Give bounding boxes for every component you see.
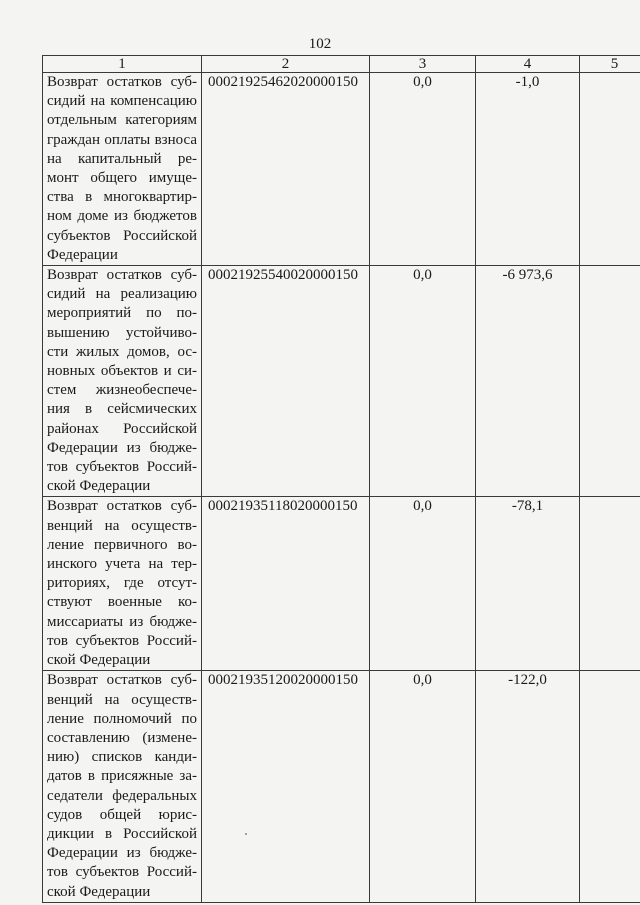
- row-value-col3: 0,0: [370, 671, 476, 902]
- row-value-col4: -122,0: [476, 671, 580, 902]
- row-value-col5: [580, 266, 640, 497]
- row-value-col3: 0,0: [370, 497, 476, 671]
- header-col-3: 3: [370, 56, 476, 73]
- row-value-col4: -1,0: [476, 73, 580, 266]
- scan-speck: [245, 833, 247, 835]
- header-col-5: 5: [580, 56, 640, 73]
- row-value-col4: -6 973,6: [476, 266, 580, 497]
- table-row: [43, 73, 640, 266]
- header-col-1: 1: [43, 56, 202, 73]
- row-code: 00021935118020000150: [202, 497, 370, 671]
- page-number: 102: [308, 36, 332, 52]
- budget-table: [42, 55, 640, 903]
- row-description: Возврат остатков суб-венций на осуществ-ление полномочий по составлению (измене-нию) списков канди-датов в присяжные за-седатели федеральных судов общей юрис-дикции в Российской Федерации из бюдже-тов субъектов Россий-ской Федерации: [43, 671, 202, 902]
- row-value-col5: [580, 73, 640, 266]
- row-code: 00021935120020000150: [202, 671, 370, 902]
- row-value-col3: 0,0: [370, 266, 476, 497]
- table-row: [43, 671, 640, 902]
- table-row: [43, 497, 640, 671]
- table-header-row: [43, 56, 640, 73]
- row-value-col5: [580, 671, 640, 902]
- row-code: 00021925540020000150: [202, 266, 370, 497]
- row-code: 00021925462020000150: [202, 73, 370, 266]
- table-row: [43, 266, 640, 497]
- row-description: Возврат остатков суб-сидий на реализацию мероприятий по по-вышению устойчиво-сти жилых домов, ос-новных объектов и си-стем жизнеобеспече-ния в сейсмических районах Российской Федерации из бюдже-тов субъектов Россий-ской Федерации: [43, 266, 202, 497]
- row-value-col4: -78,1: [476, 497, 580, 671]
- row-value-col5: [580, 497, 640, 671]
- row-description: Возврат остатков суб-сидий на компенсацию отдельным категориям граждан оплаты взноса на капитальный ре-монт общего имуще-ства в многоквартир-ном доме из бюджетов субъектов Российской Федерации: [43, 73, 202, 266]
- header-col-2: 2: [202, 56, 370, 73]
- row-value-col3: 0,0: [370, 73, 476, 266]
- header-col-4: 4: [476, 56, 580, 73]
- row-description: Возврат остатков суб-венций на осуществ-ление первичного во-инского учета на тер-риториях, где отсут-ствуют военные ко-миссариаты из бюдже-тов субъектов Россий-ской Федерации: [43, 497, 202, 671]
